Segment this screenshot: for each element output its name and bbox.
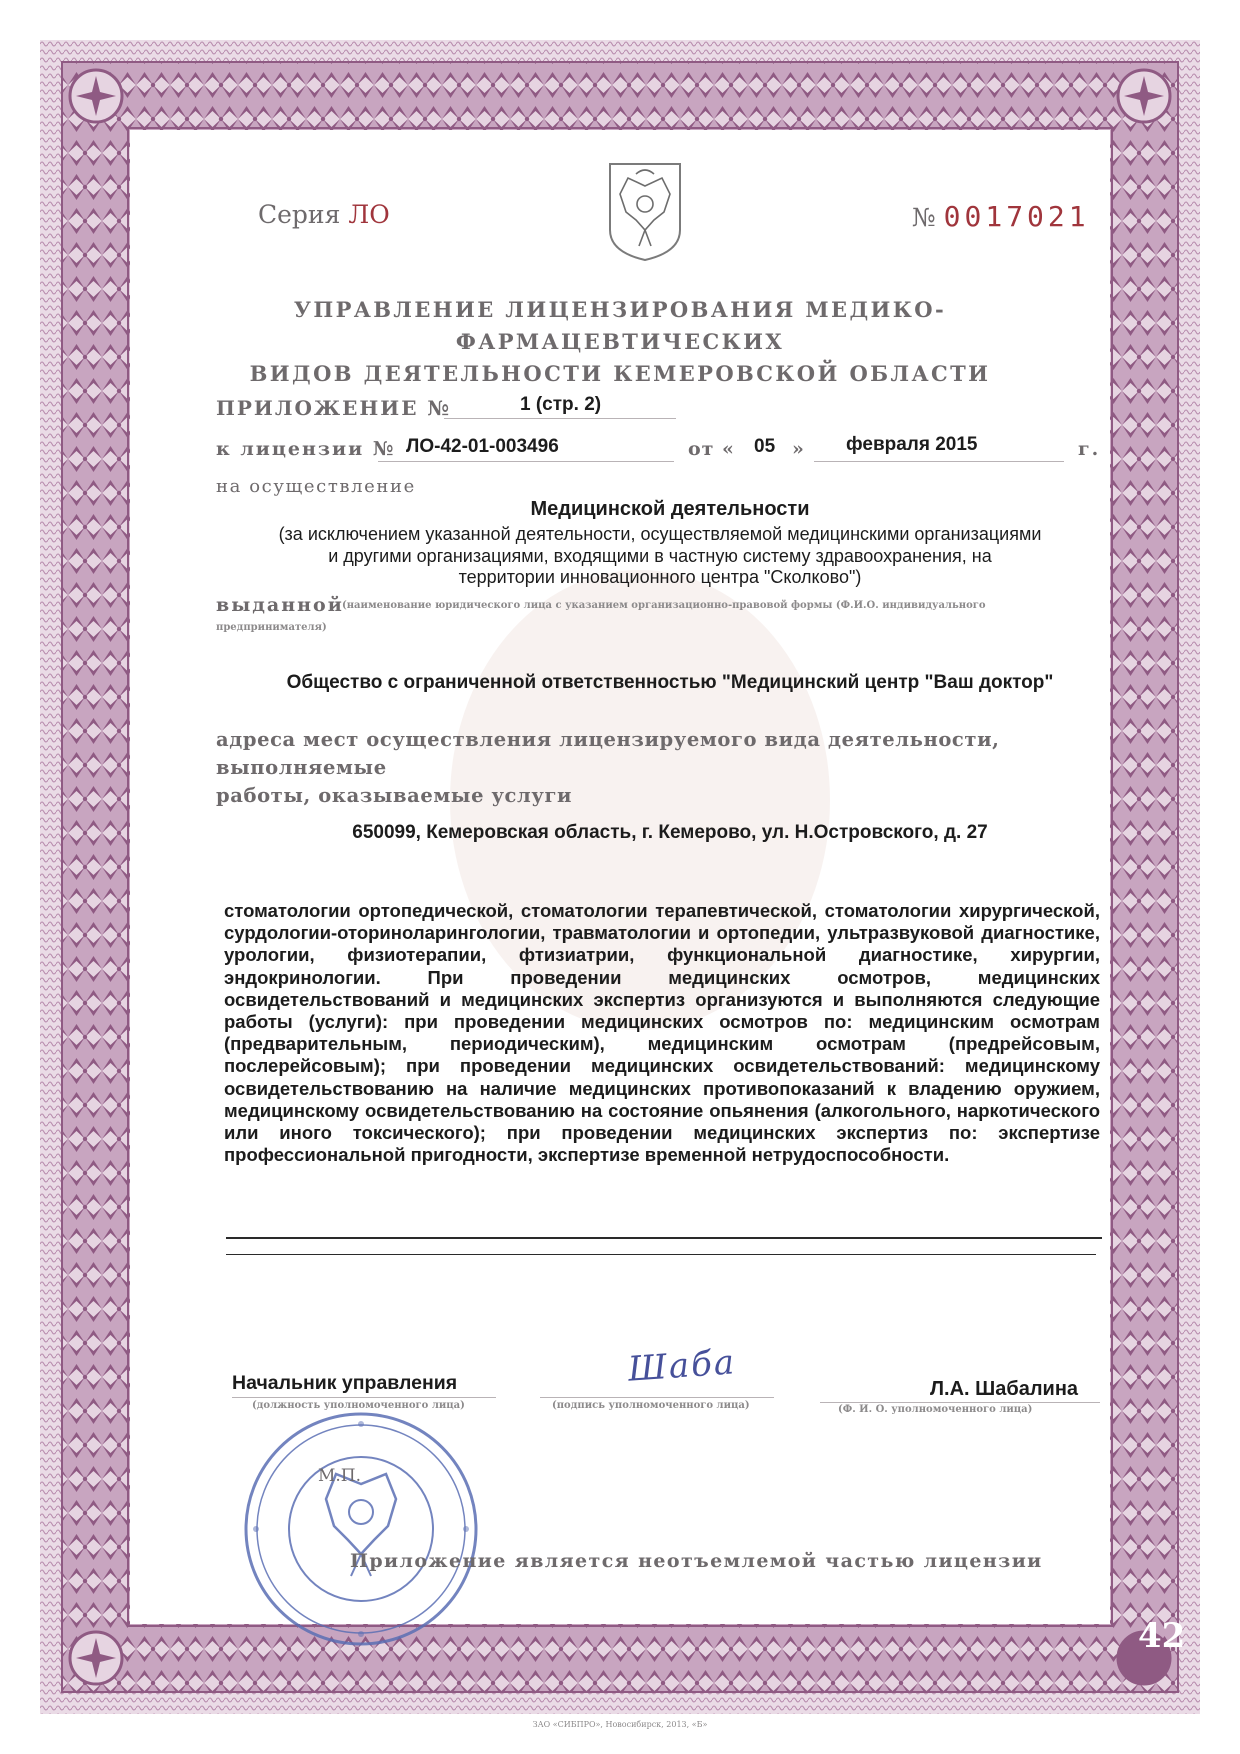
license-day: 05 bbox=[754, 436, 776, 457]
handwritten-signature: Шаба bbox=[626, 1342, 738, 1390]
position-underline bbox=[232, 1397, 496, 1398]
number-value: 0017021 bbox=[943, 200, 1090, 233]
license-number-underline bbox=[378, 461, 674, 462]
number-label: № bbox=[912, 203, 936, 232]
license-month-year: февраля 2015 bbox=[846, 434, 978, 455]
addresses-label-line-2: работы, оказываемые услуги bbox=[216, 784, 573, 807]
position-hint: (должность уполномоченного лица) bbox=[252, 1400, 465, 1411]
activity-note-line-2: и другими организациями, входящими в частную систему здравоохранения, на bbox=[328, 545, 992, 566]
name-hint: (Ф. И. О. уполномоченного лица) bbox=[838, 1404, 1033, 1415]
authority-line-1: УПРАВЛЕНИЕ ЛИЦЕНЗИРОВАНИЯ МЕДИКО-ФАРМАЦЕВТИЧЕСКИХ bbox=[293, 297, 947, 354]
authority-line-2: ВИДОВ ДЕЯТЕЛЬНОСТИ КЕМЕРОВСКОЙ ОБЛАСТИ bbox=[249, 361, 991, 386]
services-text: стоматологии ортопедической, стоматологии терапевтической, стоматологии хирургической, сурдологии-оториноларингологии, травматологии и ортопедии, ультразвуковой диагностике, урологии, физиотерапии, фтизиатрии, функциональной диагностике, хирургии, эндокринологии. При проведении медицинских осмотров, медицинских освидетельствований и медицинских экспертиз организуются и выполняются следующие работы (услуги): при проведении медицинских осмотров по: медицинским осмотрам (предварительным, периодическим), медицинским осмотрам (предрейсовым, послерейсовым); при проведении медицинских освидетельствований: медицинскому освидетельствованию на наличие медицинских противопоказаний к владению оружием, медицинскому освидетельствованию на состояние опьянения (алкогольного, наркотического или иного токсического); при проведении медицинских экспертиз по: экспертизе профессиональной пригодности, экспертизе временной нетрудоспособности. bbox=[224, 900, 1100, 1166]
page-number-badge: 42 bbox=[1138, 1616, 1186, 1656]
activity-label: на осуществление bbox=[216, 476, 416, 497]
name-underline bbox=[820, 1402, 1100, 1403]
activity-note bbox=[200, 524, 1120, 589]
issued-hint: (наименование юридического лица с указанием организационно-правовой формы (Ф.И.О. индивидуального bbox=[342, 600, 986, 611]
issued-hint-2: предпринимателя) bbox=[216, 622, 327, 633]
appendix-label: ПРИЛОЖЕНИЕ № bbox=[216, 396, 452, 420]
coat-of-arms-icon bbox=[606, 160, 684, 264]
signature-hint: (подпись уполномоченного лица) bbox=[552, 1400, 750, 1411]
authority-title bbox=[140, 294, 1100, 390]
license-label: к лицензии № bbox=[216, 438, 396, 460]
license-date-close: » bbox=[792, 438, 806, 460]
signatory-name: Л.А. Шабалина bbox=[930, 1378, 1079, 1400]
closing-line-1 bbox=[226, 1237, 1102, 1239]
printer-imprint: ЗАО «СИБПРО», Новосибирск, 2013, «Б» bbox=[532, 1720, 708, 1729]
activity-note-line-3: территории инновационного центра "Сколково") bbox=[458, 567, 862, 587]
activity-note-line-1: (за исключением указанной деятельности, осуществляемой медицинскими организациями bbox=[278, 524, 1042, 544]
series-value: ЛО bbox=[348, 200, 390, 229]
integral-part-note: Приложение является неотъемлемой частью лицензии bbox=[350, 1550, 1043, 1572]
addresses-label bbox=[216, 726, 1096, 810]
license-year-suffix: г. bbox=[1078, 438, 1101, 460]
license-month-underline bbox=[814, 461, 1064, 462]
addresses-label-line-1: адреса мест осуществления лицензируемого вида деятельности, выполняемые bbox=[216, 728, 1000, 779]
series-label: Серия bbox=[258, 200, 341, 229]
signatory-position: Начальник управления bbox=[232, 1372, 458, 1394]
license-date-open: от « bbox=[688, 438, 735, 460]
activity-title: Медицинской деятельности bbox=[530, 498, 810, 520]
appendix-value: 1 (стр. 2) bbox=[520, 394, 602, 415]
signature-underline bbox=[540, 1397, 774, 1398]
address-value: 650099, Кемеровская область, г. Кемерово, ул. Н.Островского, д. 27 bbox=[352, 822, 988, 843]
number-field bbox=[912, 200, 1090, 233]
stamp-mark: М.П. bbox=[318, 1466, 362, 1486]
series-field bbox=[258, 200, 390, 229]
official-seal-stamp bbox=[236, 1404, 486, 1654]
closing-line-2 bbox=[226, 1254, 1096, 1255]
license-number: ЛО-42-01-003496 bbox=[406, 436, 559, 457]
issued-label: выданной bbox=[216, 594, 344, 616]
organization-name: Общество с ограниченной ответственностью "Медицинский центр "Ваш доктор" bbox=[286, 672, 1054, 693]
appendix-underline bbox=[444, 418, 676, 419]
